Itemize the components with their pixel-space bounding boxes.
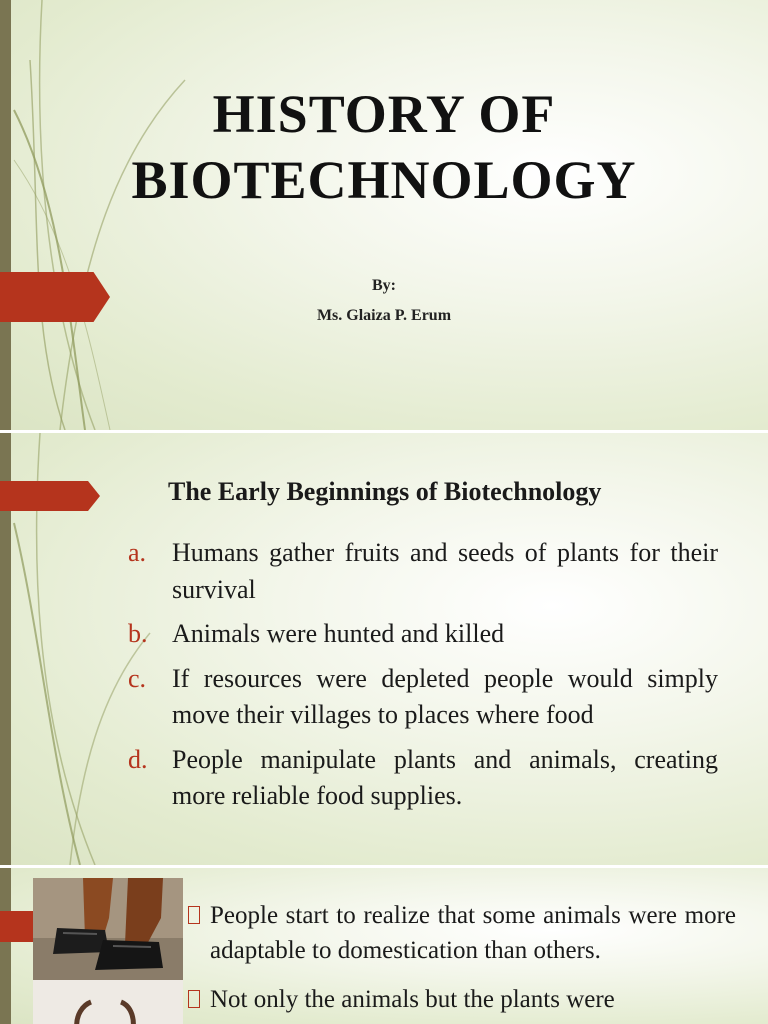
list-item xyxy=(188,982,736,1017)
accent-arrow xyxy=(0,481,100,511)
list-item xyxy=(128,661,718,734)
lettered-list xyxy=(128,535,718,823)
title-line-2: BIOTECHNOLOGY xyxy=(131,150,637,210)
list-item xyxy=(188,898,736,968)
list-item-text: Humans gather fruits and seeds of plants for their survival xyxy=(172,538,718,604)
content-slide xyxy=(0,433,768,865)
list-item xyxy=(128,742,718,815)
bullet-box-icon xyxy=(188,990,200,1008)
title-line-1: HISTORY OF xyxy=(212,84,556,144)
list-marker: a. xyxy=(128,538,147,567)
list-marker: d. xyxy=(128,744,148,774)
list-item xyxy=(128,535,718,608)
list-item-text: People manipulate plants and animals, creating more reliable food supplies. xyxy=(172,744,718,810)
list-item xyxy=(128,616,718,653)
list-item-text: If resources were depleted people would simply move their villages to places where food xyxy=(172,663,718,729)
list-marker: b. xyxy=(128,619,148,648)
bullet-box-icon xyxy=(188,906,200,924)
horns-photo xyxy=(33,980,183,1024)
horse-hooves-photo xyxy=(33,878,183,980)
list-item-text: Animals were hunted and killed xyxy=(172,619,505,648)
by-label: By: xyxy=(372,277,396,294)
slide-left-edge xyxy=(0,868,11,1024)
domestication-slide xyxy=(0,868,768,1024)
accent-marker xyxy=(0,911,34,942)
bullet-list xyxy=(188,898,736,1024)
list-item-text: People start to realize that some animals were more adaptable to domestication than others. xyxy=(210,902,736,964)
decorative-swirl xyxy=(0,0,200,430)
list-item-text: Not only the animals but the plants were xyxy=(210,986,615,1013)
slide-heading: The Early Beginnings of Biotechnology xyxy=(168,477,602,506)
list-marker: c. xyxy=(128,663,147,693)
author-name: Ms. Glaiza P. Erum xyxy=(316,307,452,324)
title-slide xyxy=(0,0,768,430)
